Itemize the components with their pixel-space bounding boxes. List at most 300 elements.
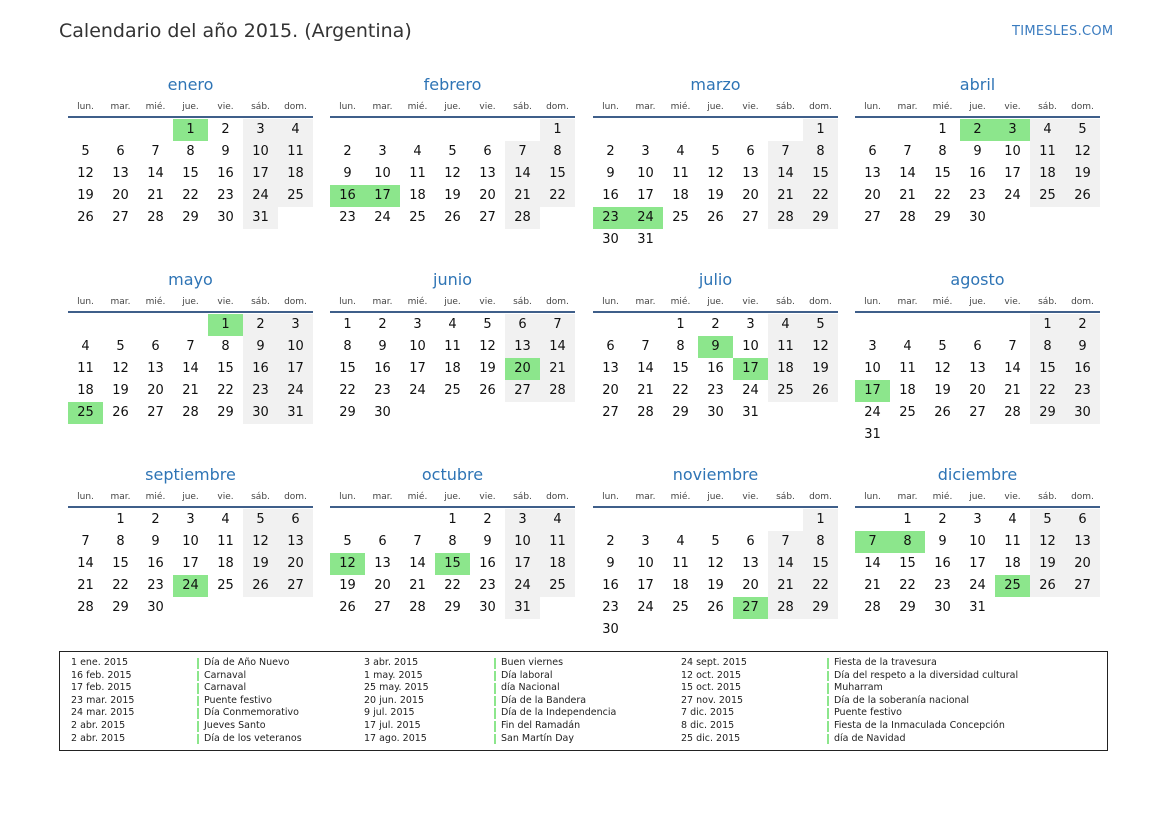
legend-date: 20 jun. 2015	[364, 694, 425, 706]
day-cell: 14	[768, 553, 803, 575]
weekday-label: jue.	[182, 297, 199, 307]
legend-holiday-name: Puente festivo	[197, 695, 302, 708]
day-cell: 6	[378, 534, 387, 549]
day-cell: 22	[672, 383, 689, 398]
empty-cell	[593, 509, 628, 531]
day-cell: 14	[505, 163, 540, 185]
legend-date: 24 mar. 2015	[71, 707, 135, 719]
day-cell: 29	[803, 597, 838, 619]
day-cell: 3	[505, 509, 540, 531]
weekday-label: mar.	[372, 492, 393, 502]
day-cell: 13	[278, 531, 313, 553]
empty-cell	[925, 314, 960, 336]
day-cell: 26	[1065, 185, 1100, 207]
day-cell: 4	[1030, 119, 1065, 141]
day-cell: 1	[540, 119, 575, 141]
weekday-header	[68, 98, 313, 118]
legend-holiday-name: Día de la soberanía nacional	[827, 695, 1018, 708]
weekday-label: jue.	[444, 492, 461, 502]
day-cell: 4	[676, 534, 685, 549]
day-cell: 28	[1004, 405, 1021, 420]
empty-cell	[855, 509, 890, 531]
weekday-label: dom.	[809, 102, 832, 112]
day-cell: 10	[409, 339, 426, 354]
day-cell: 10	[243, 141, 278, 163]
day-cell: 12	[707, 166, 724, 181]
weekday-label: dom.	[1071, 102, 1094, 112]
legend-names-column	[827, 657, 1018, 745]
day-cell: 7	[1008, 339, 1017, 354]
month-junio	[330, 269, 575, 424]
holiday-day: 15	[435, 553, 470, 575]
day-cell: 5	[711, 534, 720, 549]
empty-cell	[103, 119, 138, 141]
day-cell: 8	[1030, 336, 1065, 358]
month-julio	[593, 269, 838, 424]
day-cell: 12	[479, 339, 496, 354]
day-cell: 30	[602, 622, 619, 637]
day-cell: 24	[505, 575, 540, 597]
day-cell: 7	[641, 339, 650, 354]
day-cell: 15	[899, 556, 916, 571]
holiday-legend	[59, 651, 1108, 751]
empty-cell	[138, 314, 173, 336]
legend-date: 17 ago. 2015	[364, 732, 427, 744]
day-cell: 27	[147, 405, 164, 420]
day-cell: 11	[672, 556, 689, 571]
day-cell: 21	[1004, 383, 1021, 398]
day-cell: 13	[742, 166, 759, 181]
day-cell: 19	[444, 188, 461, 203]
weekday-label: dom.	[284, 102, 307, 112]
day-cell: 10	[1004, 144, 1021, 159]
day-grid	[593, 119, 838, 251]
empty-cell	[330, 509, 365, 531]
day-cell: 25	[899, 405, 916, 420]
month-name: febrero	[423, 75, 482, 94]
weekday-label: dom.	[809, 297, 832, 307]
empty-cell	[698, 509, 733, 531]
weekday-label: mar.	[897, 102, 918, 112]
empty-cell	[400, 119, 435, 141]
holiday-day: 9	[698, 336, 733, 358]
empty-cell	[68, 119, 103, 141]
month-name: enero	[167, 75, 214, 94]
day-cell: 19	[243, 553, 278, 575]
day-cell: 1	[803, 509, 838, 531]
weekday-label: lun.	[77, 297, 94, 307]
legend-date: 1 may. 2015	[364, 669, 423, 681]
day-cell: 24	[1004, 188, 1021, 203]
weekday-label: mié.	[670, 102, 691, 112]
day-cell: 2	[483, 512, 492, 527]
day-cell: 15	[112, 556, 129, 571]
day-cell: 4	[540, 509, 575, 531]
day-cell: 30	[374, 405, 391, 420]
day-cell: 29	[934, 210, 951, 225]
day-grid	[330, 509, 575, 619]
day-cell: 2	[606, 144, 615, 159]
weekday-label: dom.	[546, 492, 569, 502]
day-cell: 3	[641, 534, 650, 549]
day-cell: 12	[1030, 531, 1065, 553]
day-cell: 16	[602, 578, 619, 593]
day-cell: 21	[768, 185, 803, 207]
legend-holiday-name: Día de los veteranos	[197, 733, 302, 746]
day-cell: 3	[746, 317, 755, 332]
month-name: noviembre	[672, 465, 759, 484]
day-cell: 22	[1030, 380, 1065, 402]
day-cell: 13	[602, 361, 619, 376]
day-cell: 11	[672, 166, 689, 181]
day-cell: 20	[864, 188, 881, 203]
weekday-label: jue.	[969, 297, 986, 307]
day-cell: 12	[803, 336, 838, 358]
weekday-label: vie.	[1004, 492, 1021, 502]
legend-holiday-name: San Martín Day	[494, 733, 616, 746]
day-cell: 18	[1030, 163, 1065, 185]
day-grid	[68, 509, 313, 619]
weekday-label: dom.	[546, 297, 569, 307]
month-name: marzo	[690, 75, 741, 94]
day-cell: 7	[81, 534, 90, 549]
day-cell: 25	[540, 575, 575, 597]
day-cell: 28	[899, 210, 916, 225]
day-cell: 17	[637, 578, 654, 593]
holiday-day: 20	[505, 358, 540, 380]
day-cell: 8	[186, 144, 195, 159]
empty-cell	[855, 314, 890, 336]
day-cell: 29	[803, 207, 838, 229]
day-cell: 23	[147, 578, 164, 593]
weekday-label: vie.	[479, 297, 496, 307]
legend-date: 17 jul. 2015	[364, 719, 421, 731]
day-cell: 28	[147, 210, 164, 225]
day-cell: 14	[182, 361, 199, 376]
day-cell: 2	[151, 512, 160, 527]
day-cell: 22	[444, 578, 461, 593]
day-cell: 23	[243, 380, 278, 402]
day-cell: 10	[374, 166, 391, 181]
day-cell: 26	[707, 600, 724, 615]
day-cell: 30	[1065, 402, 1100, 424]
day-cell: 29	[672, 405, 689, 420]
day-cell: 22	[339, 383, 356, 398]
day-cell: 11	[1004, 534, 1021, 549]
day-cell: 28	[505, 207, 540, 229]
day-cell: 28	[637, 405, 654, 420]
day-cell: 31	[969, 600, 986, 615]
day-cell: 22	[182, 188, 199, 203]
day-cell: 27	[602, 405, 619, 420]
empty-cell	[628, 314, 663, 336]
day-grid	[593, 509, 838, 641]
legend-names-column	[494, 657, 616, 745]
day-cell: 22	[899, 578, 916, 593]
weekday-label: mié.	[145, 102, 166, 112]
legend-date: 15 oct. 2015	[681, 682, 742, 694]
legend-date: 3 abr. 2015	[364, 657, 419, 668]
day-cell: 5	[448, 144, 457, 159]
legend-date: 25 may. 2015	[364, 682, 429, 694]
empty-cell	[365, 119, 400, 141]
day-cell: 29	[339, 405, 356, 420]
weekday-label: jue.	[444, 102, 461, 112]
day-cell: 17	[637, 188, 654, 203]
day-cell: 26	[112, 405, 129, 420]
weekday-label: jue.	[969, 492, 986, 502]
day-cell: 18	[899, 383, 916, 398]
day-cell: 24	[864, 405, 881, 420]
weekday-label: mié.	[145, 297, 166, 307]
legend-date: 9 jul. 2015	[364, 707, 415, 719]
day-cell: 18	[278, 163, 313, 185]
day-cell: 20	[742, 188, 759, 203]
weekday-label: mar.	[635, 297, 656, 307]
day-cell: 20	[112, 188, 129, 203]
day-cell: 7	[505, 141, 540, 163]
day-cell: 2	[221, 122, 230, 137]
weekday-label: mié.	[932, 102, 953, 112]
day-cell: 14	[637, 361, 654, 376]
weekday-header	[593, 488, 838, 508]
empty-cell	[890, 119, 925, 141]
day-cell: 3	[641, 144, 650, 159]
day-cell: 12	[243, 531, 278, 553]
empty-cell	[593, 314, 628, 336]
day-cell: 8	[116, 534, 125, 549]
day-cell: 9	[243, 336, 278, 358]
day-cell: 3	[413, 317, 422, 332]
day-cell: 20	[278, 553, 313, 575]
day-cell: 3	[868, 339, 877, 354]
day-cell: 31	[637, 232, 654, 247]
legend-date: 17 feb. 2015	[71, 682, 132, 694]
empty-cell	[470, 119, 505, 141]
holiday-day: 17	[733, 358, 768, 380]
day-cell: 9	[483, 534, 492, 549]
day-cell: 11	[278, 141, 313, 163]
weekday-header	[855, 98, 1100, 118]
day-cell: 4	[1008, 512, 1017, 527]
day-cell: 5	[243, 509, 278, 531]
legend-date: 7 dic. 2015	[681, 707, 735, 719]
day-cell: 18	[672, 578, 689, 593]
day-cell: 27	[864, 210, 881, 225]
day-cell: 3	[973, 512, 982, 527]
weekday-label: vie.	[217, 102, 234, 112]
day-cell: 21	[540, 358, 575, 380]
day-cell: 16	[479, 556, 496, 571]
weekday-label: sáb.	[513, 492, 532, 502]
day-cell: 7	[768, 141, 803, 163]
day-cell: 21	[899, 188, 916, 203]
day-cell: 8	[448, 534, 457, 549]
day-cell: 12	[1065, 141, 1100, 163]
day-cell: 13	[479, 166, 496, 181]
empty-cell	[733, 509, 768, 531]
day-cell: 24	[374, 210, 391, 225]
empty-cell	[68, 314, 103, 336]
day-cell: 8	[938, 144, 947, 159]
weekday-label: sáb.	[251, 102, 270, 112]
day-cell: 11	[899, 361, 916, 376]
day-cell: 21	[505, 185, 540, 207]
weekday-label: lun.	[339, 102, 356, 112]
legend-date: 25 dic. 2015	[681, 732, 741, 744]
site-link[interactable]: TIMESLES.COM	[1012, 24, 1114, 39]
weekday-label: lun.	[602, 102, 619, 112]
weekday-label: lun.	[339, 297, 356, 307]
empty-cell	[768, 509, 803, 531]
legend-holiday-name: Día de Año Nuevo	[197, 657, 302, 670]
day-grid	[855, 314, 1100, 446]
page-title: Calendario del año 2015. (Argentina)	[59, 20, 412, 42]
day-cell: 30	[243, 402, 278, 424]
day-cell: 24	[637, 600, 654, 615]
empty-cell	[628, 509, 663, 531]
day-cell: 15	[182, 166, 199, 181]
day-cell: 13	[112, 166, 129, 181]
day-cell: 4	[676, 144, 685, 159]
empty-cell	[663, 509, 698, 531]
legend-holiday-name: Día de la Independencia	[494, 707, 616, 720]
day-cell: 16	[707, 361, 724, 376]
day-cell: 13	[147, 361, 164, 376]
month-mayo	[68, 269, 313, 424]
legend-date: 16 feb. 2015	[71, 669, 132, 681]
month-name: julio	[698, 270, 733, 289]
day-cell: 31	[864, 427, 881, 442]
holiday-day: 17	[855, 380, 890, 402]
day-cell: 13	[742, 556, 759, 571]
day-cell: 10	[182, 534, 199, 549]
day-grid	[855, 119, 1100, 229]
day-cell: 26	[1030, 575, 1065, 597]
day-cell: 24	[969, 578, 986, 593]
day-cell: 13	[969, 361, 986, 376]
day-cell: 2	[378, 317, 387, 332]
day-cell: 14	[77, 556, 94, 571]
legend-date: 24 sept. 2015	[681, 657, 747, 668]
legend-holiday-name: Fiesta de la Inmaculada Concepción	[827, 720, 1018, 733]
weekday-label: mié.	[407, 492, 428, 502]
day-grid	[68, 119, 313, 229]
day-cell: 25	[444, 383, 461, 398]
legend-holiday-name: Buen viernes	[494, 657, 616, 670]
day-cell: 25	[768, 380, 803, 402]
day-cell: 16	[934, 556, 951, 571]
weekday-label: dom.	[809, 492, 832, 502]
weekday-header	[330, 98, 575, 118]
weekday-label: sáb.	[776, 102, 795, 112]
weekday-label: mar.	[110, 297, 131, 307]
day-cell: 11	[217, 534, 234, 549]
day-cell: 11	[409, 166, 426, 181]
day-cell: 22	[540, 185, 575, 207]
day-cell: 21	[77, 578, 94, 593]
day-cell: 18	[768, 358, 803, 380]
day-cell: 12	[112, 361, 129, 376]
month-noviembre	[593, 464, 838, 641]
day-cell: 17	[969, 556, 986, 571]
day-cell: 4	[768, 314, 803, 336]
weekday-label: sáb.	[251, 297, 270, 307]
weekday-label: lun.	[602, 297, 619, 307]
day-cell: 5	[711, 144, 720, 159]
weekday-label: vie.	[217, 492, 234, 502]
day-cell: 15	[540, 163, 575, 185]
day-cell: 6	[973, 339, 982, 354]
day-cell: 6	[505, 314, 540, 336]
day-cell: 19	[707, 578, 724, 593]
holiday-day: 24	[173, 575, 208, 597]
weekday-label: sáb.	[513, 102, 532, 112]
month-enero	[68, 74, 313, 229]
day-cell: 10	[864, 361, 881, 376]
day-cell: 16	[602, 188, 619, 203]
weekday-header	[68, 488, 313, 508]
day-cell: 23	[339, 210, 356, 225]
weekday-label: mié.	[407, 297, 428, 307]
day-cell: 15	[672, 361, 689, 376]
day-cell: 30	[934, 600, 951, 615]
holiday-day: 16	[330, 185, 365, 207]
day-cell: 25	[1030, 185, 1065, 207]
day-cell: 6	[278, 509, 313, 531]
day-cell: 22	[217, 383, 234, 398]
empty-cell	[68, 509, 103, 531]
day-cell: 9	[221, 144, 230, 159]
day-grid	[855, 509, 1100, 619]
day-cell: 16	[374, 361, 391, 376]
day-cell: 6	[483, 144, 492, 159]
day-cell: 5	[483, 317, 492, 332]
weekday-label: lun.	[339, 492, 356, 502]
day-cell: 24	[742, 383, 759, 398]
legend-date: 2 abr. 2015	[71, 719, 126, 731]
day-cell: 20	[969, 383, 986, 398]
weekday-label: dom.	[1071, 492, 1094, 502]
day-cell: 8	[221, 339, 230, 354]
empty-cell	[768, 119, 803, 141]
day-cell: 21	[147, 188, 164, 203]
day-cell: 6	[1065, 509, 1100, 531]
day-cell: 1	[938, 122, 947, 137]
day-cell: 24	[409, 383, 426, 398]
day-cell: 10	[278, 336, 313, 358]
month-name: mayo	[168, 270, 213, 289]
weekday-label: lun.	[77, 492, 94, 502]
day-cell: 23	[479, 578, 496, 593]
day-cell: 4	[278, 119, 313, 141]
weekday-label: sáb.	[1038, 102, 1057, 112]
day-cell: 29	[112, 600, 129, 615]
holiday-day: 24	[628, 207, 663, 229]
weekday-label: mar.	[897, 492, 918, 502]
day-cell: 17	[182, 556, 199, 571]
weekday-header	[68, 293, 313, 313]
day-cell: 29	[899, 600, 916, 615]
day-cell: 12	[77, 166, 94, 181]
day-cell: 23	[934, 578, 951, 593]
day-cell: 5	[1065, 119, 1100, 141]
day-cell: 7	[768, 531, 803, 553]
day-cell: 14	[147, 166, 164, 181]
legend-dates-column	[364, 657, 429, 745]
empty-cell	[435, 119, 470, 141]
day-cell: 22	[934, 188, 951, 203]
